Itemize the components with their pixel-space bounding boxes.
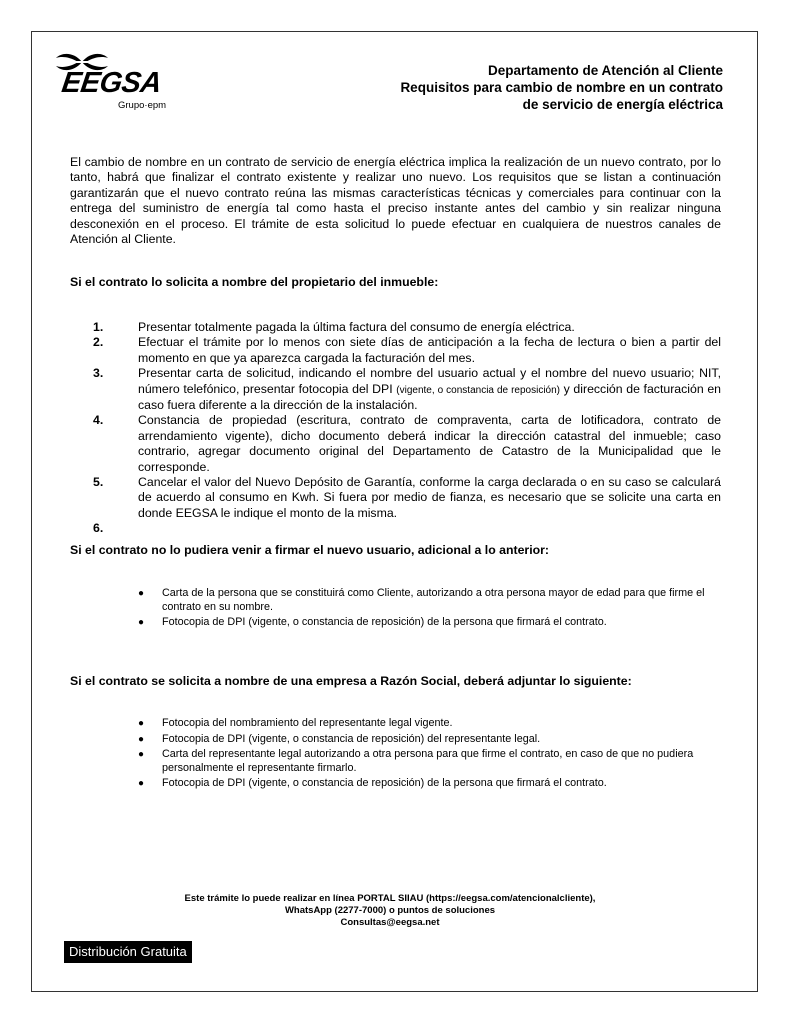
footer-line2: WhatsApp (2277-7000) o puntos de soluciones <box>284 905 496 916</box>
list-item <box>138 748 723 775</box>
list-item <box>93 335 721 366</box>
footer-email: Consultas@eegsa.net <box>340 917 440 928</box>
list-item <box>138 777 723 791</box>
bullet-icon: ● <box>138 718 145 729</box>
list-item <box>138 616 723 630</box>
footer-contact <box>90 893 690 929</box>
section2-list <box>138 587 723 632</box>
list-item <box>138 717 723 731</box>
list-item <box>93 521 721 536</box>
list-item <box>138 733 723 747</box>
section3-list <box>138 717 723 793</box>
item-number: 3. <box>93 366 104 381</box>
item-text <box>138 366 721 413</box>
document-header <box>400 62 723 113</box>
logo-wordmark: EEGSA <box>59 67 164 99</box>
free-distribution-badge: Distribución Gratuita <box>64 941 192 963</box>
item-text-b: y dirección de facturación en caso fuera diferente a la dirección de la instalación. <box>138 381 721 413</box>
list-item <box>93 413 721 475</box>
eegsa-logo <box>48 48 183 112</box>
list-item <box>93 366 721 413</box>
item-text: Cancelar el valor del Nuevo Depósito de Garantía, conforme la carga declarada o en su caso se calculará de acuerdo al consumo en Kwh. Si fuera por medio de fianza, es necesario que se solicite una carta en donde EEGSA le indique el monto de la misma. <box>138 475 721 520</box>
section1-title: Si el contrato lo solicita a nombre del propietario del inmueble: <box>70 275 439 289</box>
item-text: Carta de la persona que se constituirá como Cliente, autorizando a otra persona mayor de edad para que firme el contrato en su nombre. <box>162 587 705 613</box>
logo-subtitle: Grupo·epm <box>118 100 167 111</box>
item-text: Presentar totalmente pagada la última factura del consumo de energía eléctrica. <box>138 320 575 334</box>
item-text: Efectuar el trámite por lo menos con siete días de anticipación a la fecha de lectura o bien a partir del momento en que ya aparezca cargada la facturación del mes. <box>138 335 721 365</box>
bullet-icon: ● <box>138 749 145 761</box>
item-text: Constancia de propiedad (escritura, contrato de compraventa, carta de lotificadora, contrato de arrendamiento vigente), dicho documento deberá indicar la dirección catastral del inmueble; caso contrario, agregar documento original del Departamento de Catastro de la Municipalidad que le corresponde. <box>138 413 721 474</box>
item-text: Fotocopia del nombramiento del representante legal vigente. <box>162 717 453 729</box>
bullet-icon: ● <box>138 778 145 790</box>
footer-line1: Este trámite lo puede realizar en línea PORTAL SIIAU (https://eegsa.com/atencionalcliente), <box>184 893 596 904</box>
section2-title: Si el contrato no lo pudiera venir a firmar el nuevo usuario, adicional a lo anterior: <box>70 543 550 557</box>
list-item <box>93 320 721 335</box>
header-title-line1: Requisitos para cambio de nombre en un contrato <box>400 80 723 95</box>
list-item <box>93 475 721 521</box>
item-number: 1. <box>93 320 104 334</box>
item-number: 2. <box>93 335 104 350</box>
item-text: Fotocopia de DPI (vigente, o constancia de reposición) de la persona que firmará el contrato. <box>162 777 607 790</box>
bullet-icon: ● <box>138 617 145 629</box>
item-text <box>138 521 721 536</box>
header-department: Departamento de Atención al Cliente <box>487 63 723 78</box>
list-item <box>138 587 723 614</box>
header-title-line2: de servicio de energía eléctrica <box>522 97 723 112</box>
item-number: 6. <box>93 521 104 536</box>
section3-title: Si el contrato se solicita a nombre de una empresa a Razón Social, deberá adjuntar lo siguiente: <box>70 674 632 688</box>
item-text: Fotocopia de DPI (vigente, o constancia de reposición) del representante legal. <box>162 732 541 745</box>
intro-paragraph: El cambio de nombre en un contrato de servicio de energía eléctrica implica la realización de un nuevo contrato, por lo tanto, habrá que finalizar el contrato existente y realizar uno nuevo. Los requisitos que se listan a continuación garantizarán que el nuevo contrato reúna las mismas características técnicas y comerciales para continuar con la entrega del suministro de energía tal como hasta el preciso instante antes del cambio y sin realizar ninguna desconexión en el proceso. El trámite de esta solicitud lo puede efectuar en cualquiera de nuestros canales de Atención al Cliente. <box>70 155 721 247</box>
item-text-a: Presentar carta de solicitud, indicando el nombre del usuario actual y el nombre del nuevo usuario; NIT, número telefónico, presentar fotocopia del DPI <box>138 366 721 396</box>
bullet-icon: ● <box>138 588 145 599</box>
item-text: Carta del representante legal autorizando a otra persona para que firme el contrato, en caso de que no pudiera personalmente el representante firmarlo. <box>162 748 694 774</box>
section1-list <box>93 320 721 537</box>
item-text-small: (vigente, o constancia de reposición) <box>396 384 560 396</box>
item-number: 4. <box>93 413 104 428</box>
item-text: Fotocopia de DPI (vigente, o constancia de reposición) de la persona que firmará el contrato. <box>162 616 607 629</box>
bullet-icon: ● <box>138 733 145 745</box>
item-number: 5. <box>93 475 104 490</box>
